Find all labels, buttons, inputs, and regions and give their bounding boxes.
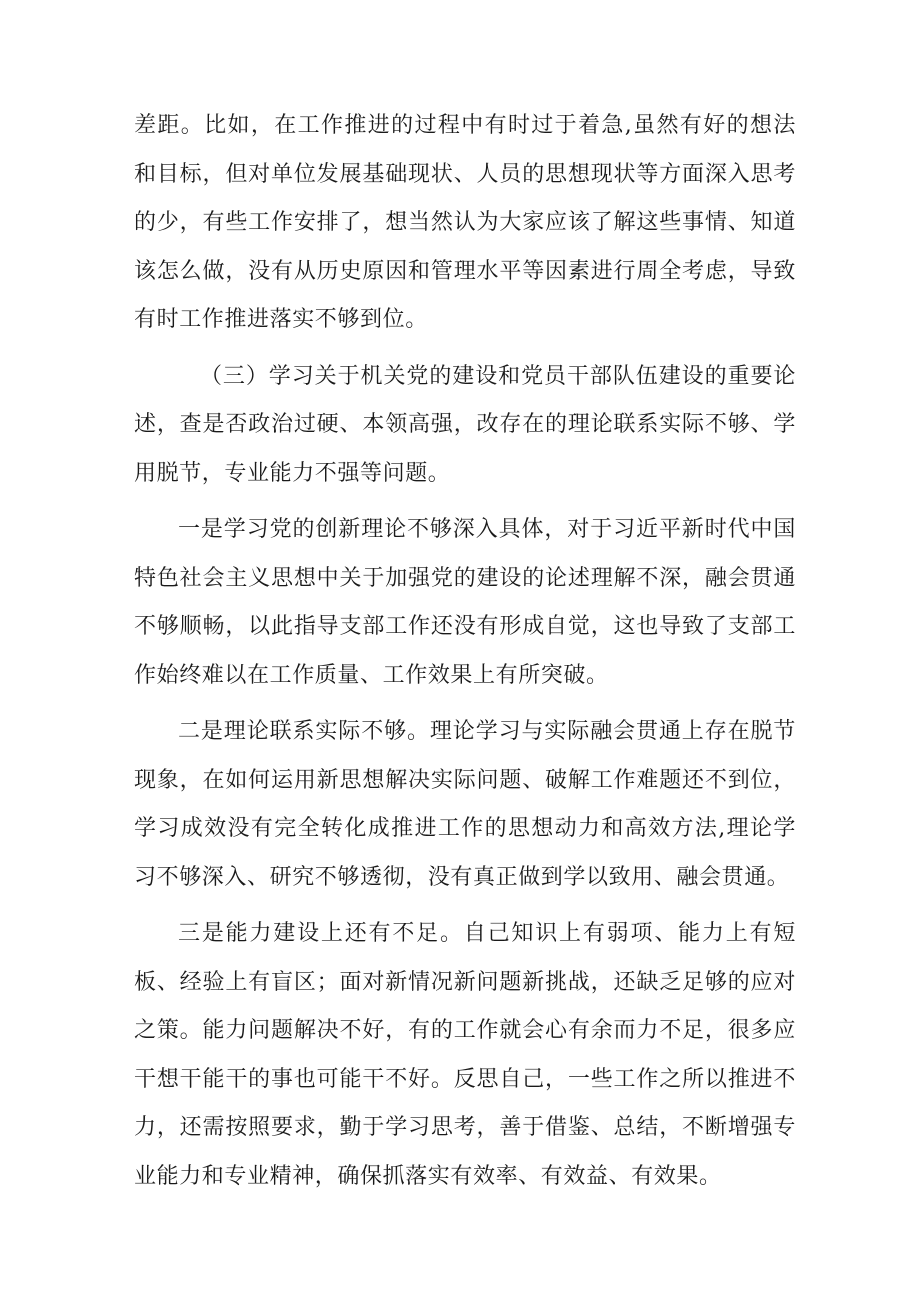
document-body xyxy=(134,102,796,1209)
paragraph-point-three: 三是能力建设上还有不足。自己知识上有弱项、能力上有短板、经验上有盲区；面对新情况新问题新挑战，还缺乏足够的应对之策。能力问题解决不好，有的工作就会心有余而力不足，很多应干想干能干的事也可能干不好。反思自己，一些工作之所以推进不力，还需按照要求，勤于学习思考，善于借鉴、总结，不断增强专业能力和专业精神，确保抓落实有效率、有效益、有效果。 xyxy=(134,921,796,1189)
paragraph-point-two: 二是理论联系实际不够。理论学习与实际融会贯通上存在脱节现象，在如何运用新思想解决实际问题、破解工作难题还不到位，学习成效没有完全转化成推进工作的思想动力和高效方法,理论学习不够深入、研究不够透彻，没有真正做到学以致用、融会贯通。 xyxy=(134,719,796,890)
paragraph-section-three-heading: （三）学习关于机关党的建设和党员干部队伍建设的重要论述，查是否政治过硬、本领高强，改存在的理论联系实际不够、学用脱节，专业能力不强等问题。 xyxy=(134,363,796,486)
paragraph-point-one: 一是学习党的创新理论不够深入具体，对于习近平新时代中国特色社会主义思想中关于加强党的建设的论述理解不深，融会贯通不够顺畅，以此指导支部工作还没有形成自觉，这也导致了支部工作始终难以在工作质量、工作效果上有所突破。 xyxy=(134,517,796,688)
paragraph-gap-continuation: 差距。比如，在工作推进的过程中有时过于着急,虽然有好的想法和目标，但对单位发展基础现状、人员的思想现状等方面深入思考的少，有些工作安排了，想当然认为大家应该了解这些事情、知道该怎么做，没有从历史原因和管理水平等因素进行周全考虑，导致有时工作推进落实不够到位。 xyxy=(134,113,796,332)
